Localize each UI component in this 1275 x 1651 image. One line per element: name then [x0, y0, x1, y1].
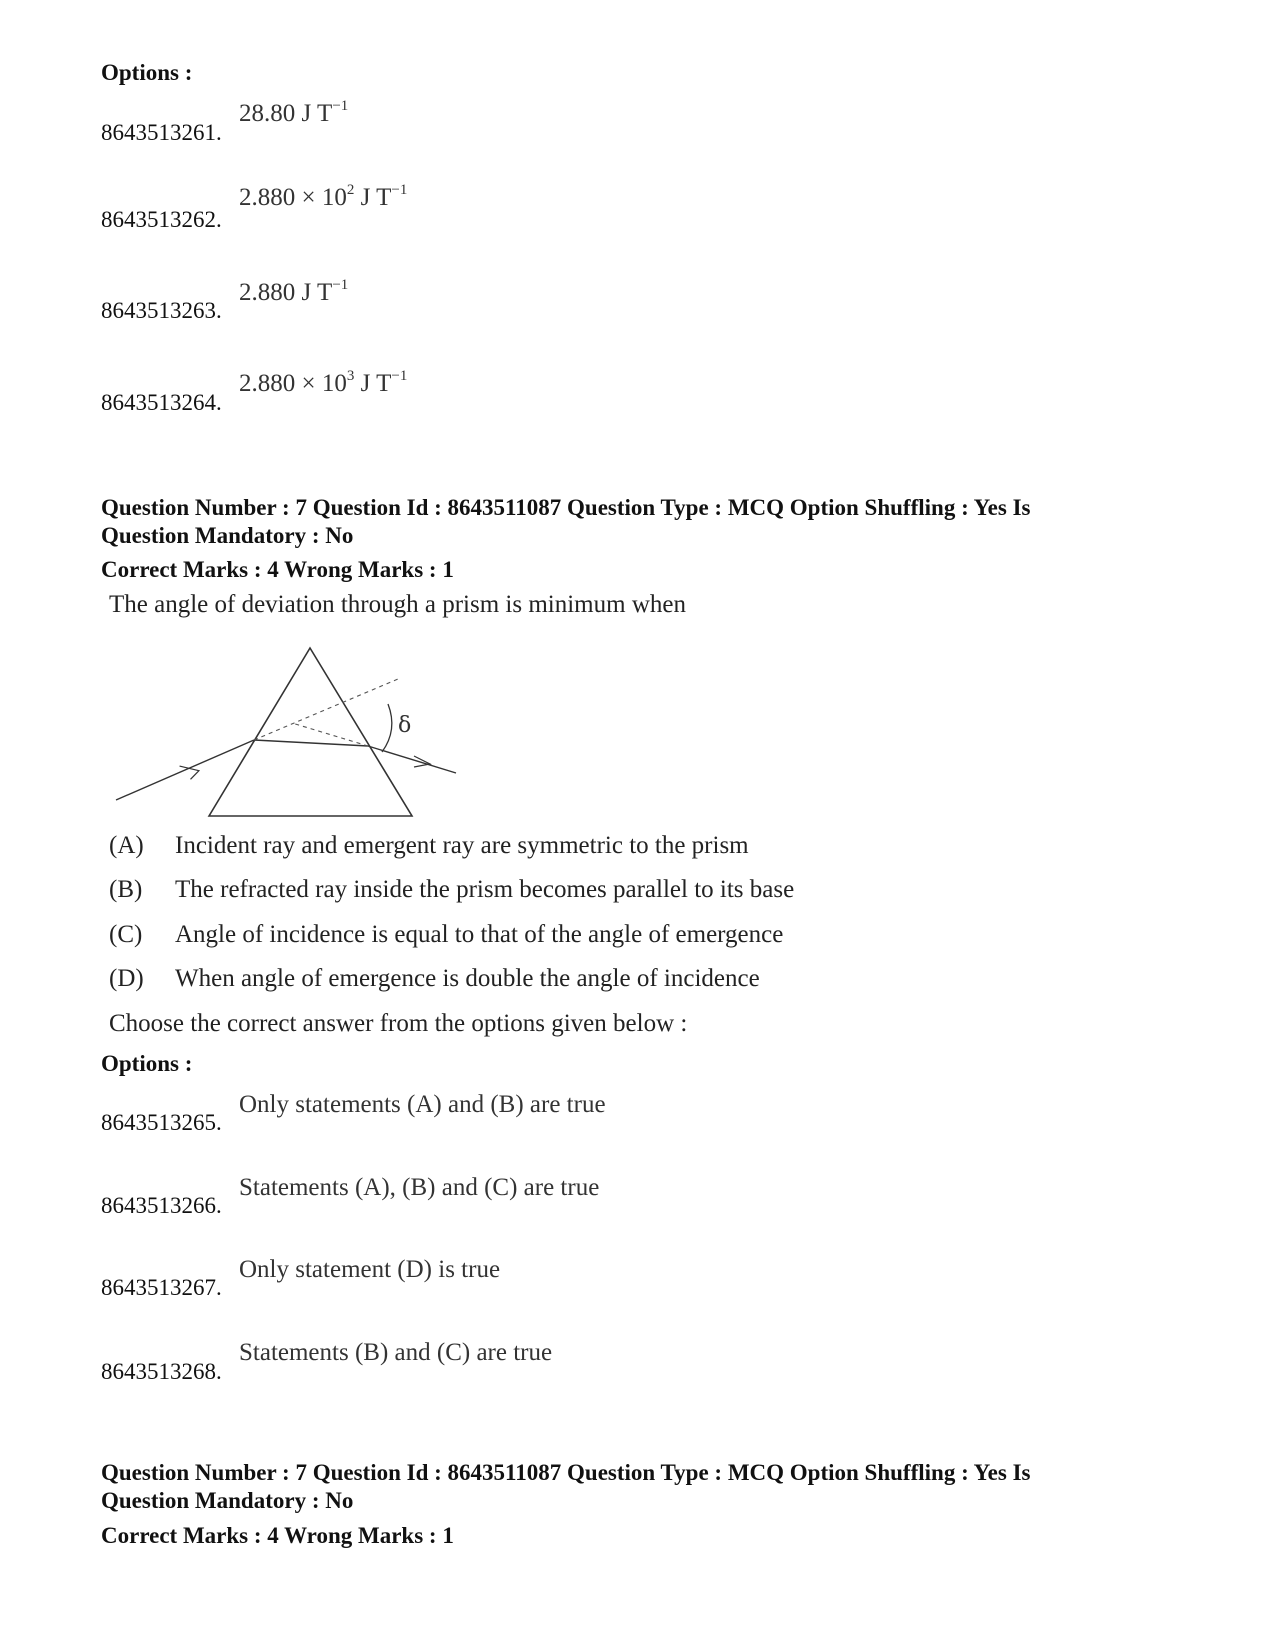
question-marks: Correct Marks : 4 Wrong Marks : 1: [101, 557, 454, 582]
option-id: 8643513267.: [101, 1275, 222, 1300]
option-id: 8643513268.: [101, 1359, 222, 1384]
incident-arrow: [180, 765, 200, 780]
statement-d: (D) When angle of emergence is double the angle of incidence: [109, 965, 760, 992]
option-id: 8643513265.: [101, 1110, 222, 1135]
statement-b: (B) The refracted ray inside the prism becomes parallel to its base: [109, 876, 795, 903]
option-id: 8643513263.: [101, 298, 222, 323]
option-formula: 28.80 J $T^{-1}$: [239, 98, 349, 127]
option-id: 8643513262.: [101, 207, 222, 232]
option-id: 8643513266.: [101, 1193, 222, 1218]
options-heading: Options :: [101, 1051, 193, 1076]
option-formula: 2.880 J $T^{-1}$: [239, 277, 349, 306]
next-question-header: Question Number : 7 Question Id : 8643511087 Question Type : MCQ Option Shuffling : Yes Is Question Mandatory : No: [101, 1460, 1031, 1513]
deviation-arc: [382, 704, 392, 752]
statement-c: (C) Angle of incidence is equal to that of the angle of emergence: [109, 921, 784, 948]
option-id: 8643513261.: [101, 120, 222, 145]
incident-ray: [116, 740, 254, 800]
statement-a: (A) Incident ray and emergent ray are symmetric to the prism: [109, 832, 749, 859]
option-formula: $2.880 \times 10^3$ J $T^{-1}$: [239, 368, 408, 397]
option-text[interactable]: Only statement (D) is true: [239, 1256, 501, 1283]
question-stem: The angle of deviation through a prism is minimum when: [109, 591, 686, 618]
option-formula: $2.880 \times 10^2$ J $T^{-1}$: [239, 182, 408, 211]
question-header: Question Number : 7 Question Id : 8643511087 Question Type : MCQ Option Shuffling : Yes Is Question Mandatory : No: [101, 495, 1031, 548]
option-text[interactable]: Statements (B) and (C) are true: [239, 1339, 553, 1366]
emergent-ray: [368, 746, 456, 773]
option-text[interactable]: Only statements (A) and (B) are true: [239, 1091, 606, 1118]
instruction-text: Choose the correct answer from the options given below :: [109, 1010, 688, 1037]
deviation-label: δ: [398, 713, 412, 738]
prism-triangle: [209, 648, 412, 816]
option-text[interactable]: Statements (A), (B) and (C) are true: [239, 1174, 600, 1201]
prism-diagram: [100, 630, 480, 820]
next-question-marks: Correct Marks : 4 Wrong Marks : 1: [101, 1523, 454, 1548]
option-id: 8643513264.: [101, 390, 222, 415]
options-heading: Options :: [101, 60, 193, 85]
incident-extension: [254, 679, 398, 740]
